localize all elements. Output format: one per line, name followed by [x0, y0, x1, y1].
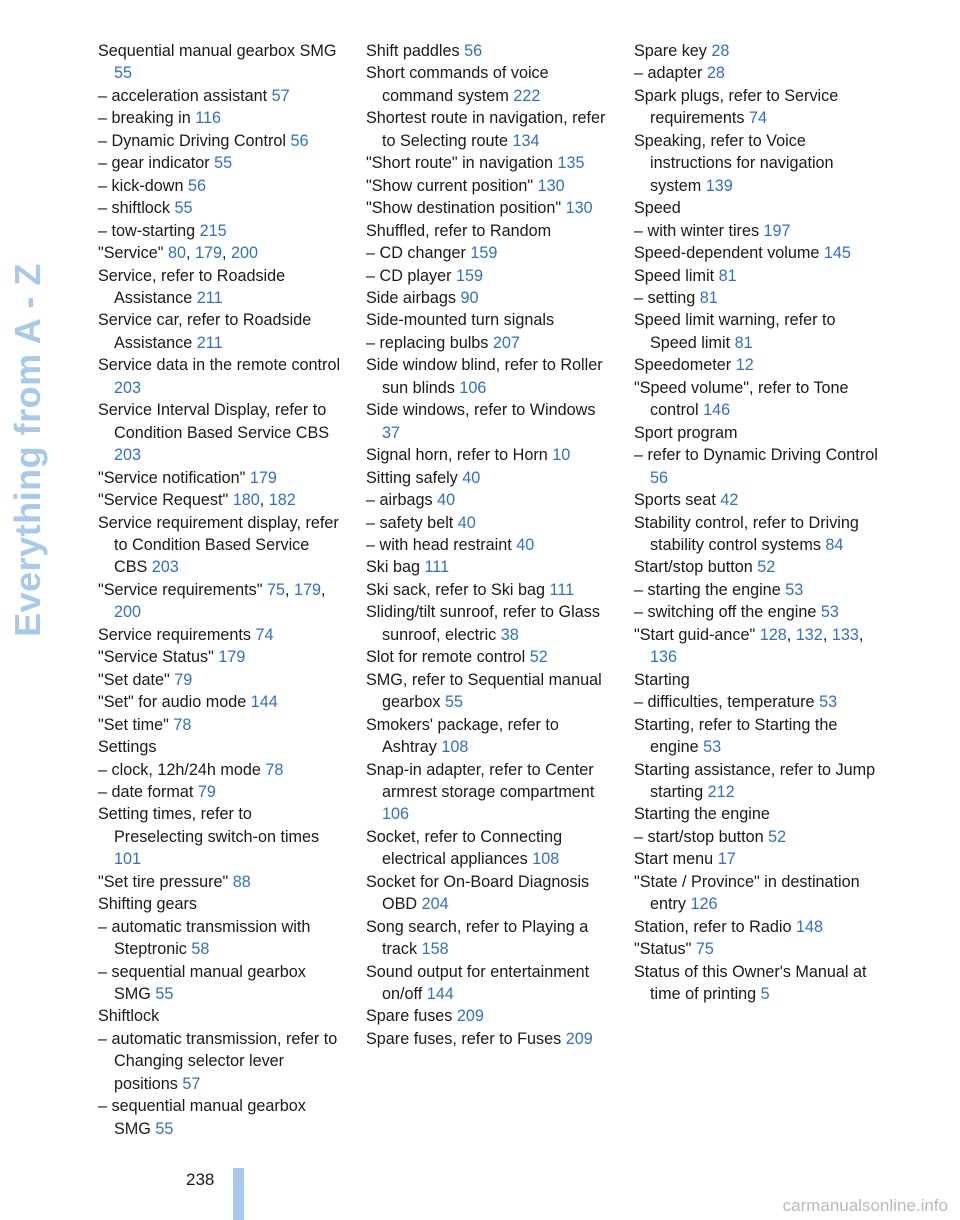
- page-link[interactable]: 203: [114, 378, 142, 397]
- index-term: Starting the engine: [634, 805, 770, 824]
- index-term: Sound output for entertainment on/off: [366, 962, 590, 1004]
- index-entry: [366, 152, 611, 174]
- page-link[interactable]: 55: [114, 64, 133, 83]
- index-term: Speed limit warning, refer to Speed limit: [634, 311, 836, 352]
- index-term: "Service requirements": [98, 580, 263, 599]
- page-link[interactable]: 55: [214, 154, 233, 173]
- index-term: – clock, 12h/24h mode: [98, 760, 261, 779]
- index-term: – sequential manual gearbox SMG: [98, 962, 306, 1004]
- index-term: Spare fuses, refer to Fuses: [366, 1029, 562, 1048]
- index-entry: [634, 354, 879, 376]
- page-link[interactable]: 106: [382, 805, 410, 824]
- index-entry: [98, 759, 343, 781]
- index-term: Setting times, refer to Preselecting switch-on times: [98, 805, 320, 846]
- page-link[interactable]: 74: [255, 625, 274, 644]
- page-link[interactable]: 79: [197, 782, 216, 801]
- index-entry: [98, 197, 343, 219]
- index-entry: [634, 938, 879, 960]
- page-link[interactable]: 55: [445, 693, 464, 712]
- index-term: "Start guid-ance": [634, 625, 756, 644]
- index-term: "Set tire pressure": [98, 872, 229, 891]
- index-term: "Service Status": [98, 648, 214, 667]
- index-term: Side windows, refer to Windows: [366, 401, 596, 420]
- index-entry: [634, 422, 879, 444]
- index-term: – adapter: [634, 64, 703, 83]
- index-term: – breaking in: [98, 109, 191, 128]
- index-entry: [98, 309, 343, 354]
- index-entry: "Service" 80, 179, 200: [98, 244, 259, 263]
- index-term: "Short route" in navigation: [366, 154, 553, 173]
- index-entry: [634, 826, 879, 848]
- index-entry: [366, 265, 611, 287]
- index-entry: [634, 265, 879, 287]
- page-link[interactable]: 159: [455, 266, 483, 285]
- page-link[interactable]: 37: [382, 423, 401, 442]
- index-term: Side window blind, refer to Roller sun blinds: [366, 356, 603, 397]
- index-entry: [366, 916, 611, 961]
- index-entry: [366, 826, 611, 871]
- index-term: – sequential manual gearbox SMG: [98, 1097, 306, 1138]
- index-term: – setting: [634, 288, 696, 307]
- index-entry: [366, 1005, 611, 1027]
- index-term: "Status": [634, 940, 692, 959]
- page-link[interactable]: 75: [266, 580, 285, 599]
- index-entry: [98, 803, 343, 870]
- index-term: – switching off the engine: [634, 603, 817, 622]
- page-link[interactable]: 81: [699, 288, 718, 307]
- index-term: Short commands of voice command system: [366, 64, 549, 105]
- index-term: Speed limit: [634, 266, 715, 285]
- page-link[interactable]: 159: [470, 244, 498, 263]
- index-term: – starting the engine: [634, 580, 781, 599]
- index-term: – refer to Dynamic Driving Control: [634, 446, 878, 465]
- index-term: Starting: [634, 670, 690, 689]
- index-entry: [366, 759, 611, 826]
- page-link[interactable]: 55: [155, 985, 174, 1004]
- index-term: – replacing bulbs: [366, 333, 489, 352]
- index-term: Speaking, refer to Voice instructions for navigation system: [634, 131, 834, 195]
- index-entry: [98, 961, 343, 1006]
- index-term: Speed: [634, 199, 681, 218]
- page-link[interactable]: 75: [695, 940, 714, 959]
- index-entry: [634, 309, 879, 354]
- index-term: SMG, refer to Sequential manual gearbox: [366, 670, 602, 712]
- index-term: "State / Province" in destination entry: [634, 872, 860, 914]
- index-entry: [98, 893, 343, 915]
- page-link[interactable]: 52: [757, 558, 776, 577]
- index-entry: [366, 601, 611, 646]
- page-link[interactable]: 56: [650, 468, 669, 487]
- index-entry: [634, 220, 879, 242]
- page-link[interactable]: 207: [492, 333, 520, 352]
- page-link[interactable]: 179: [293, 580, 321, 599]
- page-link[interactable]: 179: [195, 244, 223, 263]
- index-entry: [634, 489, 879, 511]
- index-term: Service car, refer to Roadside Assistance: [98, 311, 312, 352]
- index-entry: "Service Request" 180, 182: [98, 491, 296, 510]
- page-link[interactable]: 52: [768, 827, 787, 846]
- index-term: Slot for remote control: [366, 648, 526, 667]
- index-entry: [366, 242, 611, 264]
- index-term: – tow-starting: [98, 221, 196, 240]
- page-link[interactable]: 130: [565, 199, 593, 218]
- page-link[interactable]: 40: [462, 468, 481, 487]
- index-term: – Dynamic Driving Control: [98, 131, 287, 150]
- page-link[interactable]: 10: [552, 446, 571, 465]
- page-link[interactable]: 57: [271, 86, 290, 105]
- index-entry: [98, 1005, 343, 1027]
- index-term: – CD player: [366, 266, 452, 285]
- page-link[interactable]: 53: [819, 693, 838, 712]
- index-entry: [366, 556, 611, 578]
- page-link[interactable]: 28: [706, 64, 725, 83]
- index-entry: [366, 62, 611, 107]
- index-entry: [366, 961, 611, 1006]
- index-term: Station, refer to Radio: [634, 917, 792, 936]
- index-term: Shiftlock: [98, 1007, 160, 1026]
- index-entry: [98, 220, 343, 242]
- index-entry: [634, 197, 879, 219]
- page-link[interactable]: 40: [457, 513, 476, 532]
- page-link[interactable]: 204: [421, 895, 449, 914]
- page-link[interactable]: 56: [464, 42, 483, 60]
- page-link[interactable]: 197: [763, 221, 791, 240]
- index-entry: [98, 85, 343, 107]
- page-link[interactable]: 200: [231, 244, 259, 263]
- index-entry: [634, 579, 879, 601]
- index-term: Signal horn, refer to Horn: [366, 446, 548, 465]
- index-entry: [366, 871, 611, 916]
- page-link[interactable]: 132: [795, 625, 823, 644]
- index-entry: [634, 512, 879, 557]
- index-entry: [366, 646, 611, 668]
- page-link[interactable]: 126: [690, 895, 718, 914]
- index-term: Service Interval Display, refer to Condition Based Service CBS: [98, 401, 330, 442]
- index-entry: [98, 399, 343, 466]
- watermark: carmanualsonline.info: [782, 1196, 948, 1215]
- page-link[interactable]: 158: [421, 940, 449, 959]
- page-link[interactable]: 128: [759, 625, 787, 644]
- index-term: Shift paddles: [366, 42, 460, 60]
- index-entry: [634, 556, 879, 578]
- index-entry: [98, 781, 343, 803]
- index-entry: "Start guid-ance" 128, 132, 133, 136: [634, 625, 864, 667]
- index-term: – with head restraint: [366, 535, 512, 554]
- page-link[interactable]: 40: [437, 491, 456, 510]
- index-entry: [98, 40, 343, 85]
- page-link[interactable]: 209: [456, 1007, 484, 1026]
- page-link[interactable]: 5: [760, 985, 770, 1004]
- page-link[interactable]: 133: [831, 625, 859, 644]
- index-entry: [366, 714, 611, 759]
- page-link[interactable]: 144: [250, 693, 278, 712]
- page-link[interactable]: 179: [249, 468, 277, 487]
- page-link[interactable]: 182: [268, 491, 296, 510]
- index-term: – gear indicator: [98, 154, 210, 173]
- page-link[interactable]: 215: [199, 221, 227, 240]
- page-link[interactable]: 211: [196, 288, 223, 307]
- page-link[interactable]: 57: [182, 1074, 201, 1093]
- index-term: Shuffled, refer to Random: [366, 221, 552, 240]
- index-term: Sliding/tilt sunroof, refer to Glass sunroof, electric: [366, 603, 600, 644]
- index-entry: [98, 512, 343, 579]
- index-term: Service requirement display, refer to Condition Based Service CBS: [98, 513, 339, 577]
- page-link[interactable]: 74: [748, 109, 767, 128]
- page-link[interactable]: 101: [114, 850, 142, 869]
- page-number: 238: [186, 1170, 215, 1189]
- index-entry: [634, 601, 879, 623]
- index-term: "Show destination position": [366, 199, 562, 218]
- index-term: – CD changer: [366, 244, 466, 263]
- page-link[interactable]: 58: [191, 940, 210, 959]
- index-term: Spare key: [634, 42, 707, 60]
- page-link[interactable]: 203: [151, 558, 179, 577]
- index-term: "Set time": [98, 715, 169, 734]
- index-entry: [98, 152, 343, 174]
- page-link[interactable]: 148: [795, 917, 823, 936]
- index-entry: [98, 736, 343, 758]
- page-link[interactable]: 209: [565, 1029, 593, 1048]
- index-term: – safety belt: [366, 513, 454, 532]
- page-link[interactable]: 130: [537, 176, 565, 195]
- index-term: Spark plugs, refer to Service requirements: [634, 86, 839, 128]
- page-link[interactable]: 146: [703, 401, 731, 420]
- index-term: Sitting safely: [366, 468, 458, 487]
- index-entry: [98, 175, 343, 197]
- index-entry: [366, 107, 611, 152]
- index-entry: [98, 646, 343, 668]
- index-entry: [366, 287, 611, 309]
- index-entry: [634, 916, 879, 938]
- index-term: Stability control, refer to Driving stability control systems: [634, 513, 859, 554]
- index-term: Status of this Owner's Manual at time of printing: [634, 962, 867, 1004]
- index-entry: [634, 669, 879, 691]
- page-link[interactable]: 53: [703, 738, 722, 757]
- index-entry: [98, 265, 343, 310]
- index-column-3: [634, 40, 879, 1005]
- index-entry: [366, 220, 611, 242]
- index-entry: [366, 534, 611, 556]
- index-term: – automatic transmission with Steptronic: [98, 917, 311, 959]
- index-term: Shifting gears: [98, 895, 197, 914]
- index-term: Settings: [98, 738, 157, 757]
- index-entry: [366, 1028, 611, 1050]
- page-link[interactable]: 12: [735, 356, 754, 375]
- page-link[interactable]: 79: [174, 670, 193, 689]
- index-entry: [634, 848, 879, 870]
- index-entry: [366, 489, 611, 511]
- index-entry: [366, 512, 611, 534]
- index-entry: [366, 467, 611, 489]
- index-entry: [634, 691, 879, 713]
- index-term: Spare fuses: [366, 1007, 453, 1026]
- index-column-2: [366, 40, 611, 1050]
- index-term: Service requirements: [98, 625, 251, 644]
- index-entry: [366, 579, 611, 601]
- index-term: Side airbags: [366, 288, 456, 307]
- page-link[interactable]: 180: [232, 491, 260, 510]
- page-link[interactable]: 111: [424, 558, 450, 577]
- index-entry: [98, 624, 343, 646]
- index-term: – difficulties, temperature: [634, 693, 815, 712]
- page-link[interactable]: 212: [707, 782, 735, 801]
- index-entry: "Service requirements" 75, 179, 200: [98, 580, 326, 622]
- index-entry: [366, 444, 611, 466]
- index-entry: [98, 1095, 343, 1140]
- index-entry: [98, 871, 343, 893]
- page-link[interactable]: 42: [720, 491, 739, 510]
- index-term: Ski bag: [366, 558, 420, 577]
- index-entry: [634, 444, 879, 489]
- index-term: "Speed volume", refer to Tone control: [634, 378, 849, 420]
- page-link[interactable]: 203: [114, 446, 142, 465]
- index-entry: [98, 1028, 343, 1095]
- index-term: – airbags: [366, 491, 433, 510]
- index-term: Side-mounted turn signals: [366, 311, 555, 330]
- index-entry: [634, 85, 879, 130]
- page-accent-strip: [233, 1168, 244, 1220]
- index-term: – shiftlock: [98, 199, 170, 218]
- page-link[interactable]: 145: [823, 244, 851, 263]
- index-entry: [634, 62, 879, 84]
- section-title: Everything from A - Z: [7, 263, 48, 637]
- index-term: Sport program: [634, 423, 738, 442]
- index-entry: [634, 242, 879, 264]
- index-entry: [366, 354, 611, 399]
- index-entry: [98, 107, 343, 129]
- index-term: Service data in the remote control: [98, 356, 341, 375]
- index-entry: [98, 467, 343, 489]
- index-term: Start/stop button: [634, 558, 753, 577]
- page-link[interactable]: 38: [500, 625, 519, 644]
- index-term: – acceleration assistant: [98, 86, 268, 105]
- index-term: – automatic transmission, refer to Changing selector lever positions: [98, 1029, 338, 1093]
- page-link[interactable]: 84: [825, 535, 844, 554]
- page-link[interactable]: 136: [650, 648, 678, 667]
- index-term: Service, refer to Roadside Assistance: [98, 266, 286, 307]
- page-link[interactable]: 179: [218, 648, 246, 667]
- page-link[interactable]: 80: [167, 244, 186, 263]
- index-entry: [634, 287, 879, 309]
- index-term: Starting, refer to Starting the engine: [634, 715, 838, 757]
- index-entry: [634, 377, 879, 422]
- index-term: "Service Request": [98, 491, 229, 510]
- index-entry: [98, 714, 343, 736]
- index-term: "Set date": [98, 670, 170, 689]
- page-link[interactable]: 55: [174, 199, 193, 218]
- index-term: Sports seat: [634, 491, 716, 510]
- page-link[interactable]: 144: [426, 985, 454, 1004]
- index-term: "Service": [98, 244, 164, 263]
- page-link[interactable]: 116: [195, 109, 222, 128]
- index-term: Snap-in adapter, refer to Center armrest storage compartment: [366, 760, 595, 801]
- index-term: Starting assistance, refer to Jump starting: [634, 760, 876, 801]
- index-entry: [634, 871, 879, 916]
- index-term: Socket for On-Board Diagnosis OBD: [366, 872, 590, 914]
- index-term: – start/stop button: [634, 827, 764, 846]
- page-link[interactable]: 139: [705, 176, 733, 195]
- index-entry: [634, 803, 879, 825]
- index-term: "Show current position": [366, 176, 534, 195]
- page-link[interactable]: 222: [513, 86, 541, 105]
- index-entry: [634, 40, 879, 62]
- index-term: Smokers' package, refer to Ashtray: [366, 715, 559, 757]
- index-entry: [366, 40, 611, 62]
- page-link[interactable]: 106: [459, 378, 487, 397]
- side-bar: [0, 0, 56, 1220]
- index-entry: [634, 714, 879, 759]
- page-link[interactable]: 56: [290, 131, 309, 150]
- page-link[interactable]: 53: [820, 603, 839, 622]
- index-entry: [98, 130, 343, 152]
- page-link[interactable]: 78: [265, 760, 284, 779]
- index-entry: [366, 309, 611, 331]
- index-entry: [98, 916, 343, 961]
- index-entry: [366, 175, 611, 197]
- index-term: Shortest route in navigation, refer to Selecting route: [366, 109, 606, 150]
- index-entry: [366, 332, 611, 354]
- page-link[interactable]: 108: [441, 738, 469, 757]
- page-link[interactable]: 78: [173, 715, 192, 734]
- page-link[interactable]: 52: [529, 648, 548, 667]
- page-link[interactable]: 90: [460, 288, 479, 307]
- page-link[interactable]: 28: [711, 42, 730, 60]
- page-link[interactable]: 111: [549, 580, 575, 599]
- page-link[interactable]: 211: [196, 333, 223, 352]
- index-term: Start menu: [634, 850, 714, 869]
- index-entry: [366, 669, 611, 714]
- index-column-1: [98, 40, 343, 1140]
- page-link[interactable]: 55: [155, 1119, 174, 1138]
- index-term: – with winter tires: [634, 221, 760, 240]
- index-term: – date format: [98, 782, 194, 801]
- page-link[interactable]: 88: [232, 872, 251, 891]
- index-term: Speedometer: [634, 356, 732, 375]
- index-entry: [634, 961, 879, 1006]
- page-link[interactable]: 17: [717, 850, 736, 869]
- index-entry: [98, 354, 343, 399]
- index-term: Sequential manual gearbox SMG: [98, 42, 337, 60]
- page-link[interactable]: 81: [734, 333, 753, 352]
- index-entry: [634, 130, 879, 197]
- index-entry: [366, 399, 611, 444]
- page-link[interactable]: 56: [187, 176, 206, 195]
- page-link[interactable]: 40: [516, 535, 535, 554]
- page-link[interactable]: 53: [785, 580, 804, 599]
- page-link[interactable]: 135: [557, 154, 585, 173]
- index-entry: [98, 691, 343, 713]
- index-term: – kick-down: [98, 176, 184, 195]
- page-link[interactable]: 108: [532, 850, 560, 869]
- index-entry: [634, 759, 879, 804]
- index-term: "Set" for audio mode: [98, 693, 247, 712]
- index-term: Speed-dependent volume: [634, 244, 820, 263]
- page-link[interactable]: 81: [718, 266, 737, 285]
- index-entry: [366, 197, 611, 219]
- index-term: "Service notification": [98, 468, 246, 487]
- index-term: Song search, refer to Playing a track: [366, 917, 589, 959]
- page-link[interactable]: 200: [114, 603, 142, 622]
- index-term: Ski sack, refer to Ski bag: [366, 580, 546, 599]
- index-entry: [98, 669, 343, 691]
- index-term: Socket, refer to Connecting electrical appliances: [366, 827, 563, 869]
- page-link[interactable]: 134: [512, 131, 540, 150]
